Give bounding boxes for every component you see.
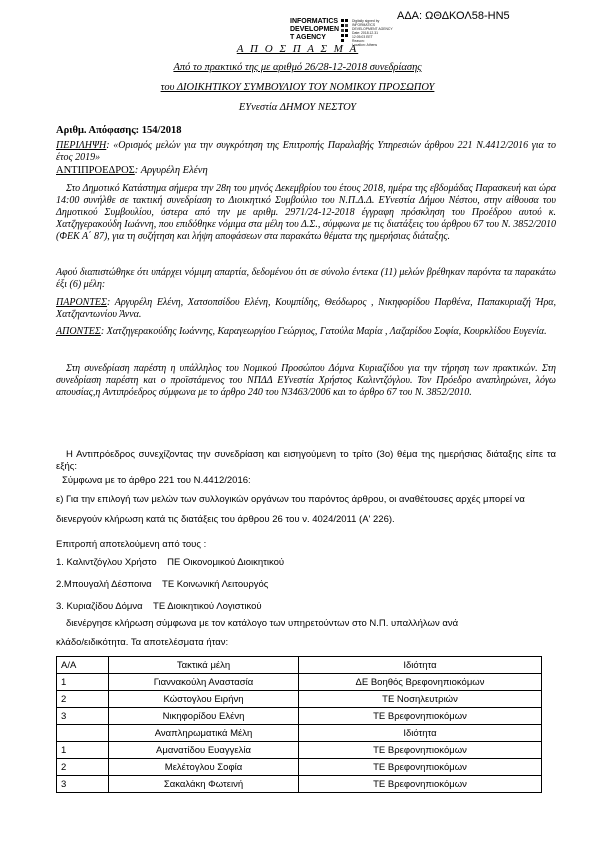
vice-chair-label: ΑΝΤΙΠΡΟΕΔΡΟΣ	[56, 165, 135, 176]
signature-line: Date: 2018.12.31	[352, 31, 379, 35]
signature-line: INFORMATICS	[352, 23, 376, 27]
table-cell: 3	[57, 776, 109, 793]
table-row	[57, 742, 542, 759]
agency-logo-text	[290, 18, 339, 42]
table-cell: Σακαλάκη Φωτεινή	[109, 776, 299, 793]
table-row	[57, 674, 542, 691]
header-cell	[57, 725, 109, 742]
table-cell: ΤΕ Βρεφονηπιοκόμων	[299, 742, 542, 759]
committee-member: 1. Καλιντζόγλου Χρήστο ΠΕ Οικονομικού Διοικητικού	[56, 557, 285, 568]
table-cell: ΤΕ Βρεφονηπιοκόμων	[299, 708, 542, 725]
table-cell: 2	[57, 759, 109, 776]
decision-label: Αριθμ. Απόφασης:	[56, 125, 140, 136]
quorum-paragraph: Αφού διαπιστώθηκε ότι υπάρχει νόμιμη απαρτία, δεδομένου ότι σε σύνολο έντεκα (11) μελών βρέθηκαν παρόντα τα παρακάτω έξι (6) μέλη:	[56, 267, 556, 290]
summary-label: ΠΕΡΙΛΗΨΗ	[56, 140, 107, 151]
document-title: Α Π Ο Σ Π Α Σ Μ Α	[236, 43, 359, 55]
header-cell: Ιδιότητα	[299, 725, 542, 742]
table-row	[57, 759, 542, 776]
law-reference: Σύμφωνα με το άρθρο 221 του Ν.4412/2016:	[62, 475, 251, 486]
committee-member: 2.Μπουγαλή Δέσποινα ΤΕ Κοινωνική Λειτουργός	[56, 579, 269, 590]
header-cell: Αναπληρωματικά Μέλη	[109, 725, 299, 742]
signature-line: 12:05:03 EET	[352, 35, 373, 39]
summary-text: : «Ορισμός μελών για την συγκρότηση της Επιτροπής Παραλαβής Υπηρεσιών άρθρου 221 Ν.4412/2016 για το έτος 2019»	[56, 140, 556, 163]
decision-value: 154/2018	[141, 125, 182, 136]
table-cell: ΤΕ Νοσηλευτριών	[299, 691, 542, 708]
committee-member: 3. Κυριαζίδου Δόμνα ΤΕ Διοικητικού Λογιστικού	[56, 601, 262, 612]
absent-names: : Χατζηγερακούδης Ιωάννης, Καραγεωργίου Γεώργιος, Γατούλα Μαρία , Λαζαρίδου Σοφία, Κουρκλίδου Ευγενία.	[100, 326, 547, 337]
table-cell: ΔΕ Βοηθός Βρεφονηπιοκόμων	[299, 674, 542, 691]
signature-line: DEVELOPMENT AGENCY	[352, 27, 393, 31]
entity-name: ΕΥνεστία ΔΗΜΟΥ ΝΕΣΤΟΥ	[238, 102, 357, 113]
present-members	[56, 297, 556, 321]
board-name: του ΔΙΟΙΚΗΤΙΚΟΥ ΣΥΜΒΟΥΛΙΟΥ ΤΟΥ ΝΟΜΙΚΟΥ ΠΡΟΣΩΠΟΥ	[160, 82, 435, 93]
results-table	[56, 656, 542, 793]
signature-line: Digitally signed by	[352, 19, 380, 23]
table-cell: 2	[57, 691, 109, 708]
table-cell: ΤΕ Βρεφονηπιοκόμων	[299, 776, 542, 793]
table-cell: 3	[57, 708, 109, 725]
present-label: ΠΑΡΟΝΤΕΣ	[56, 297, 107, 308]
table-cell: 1	[57, 742, 109, 759]
table-row	[57, 776, 542, 793]
table-row	[57, 691, 542, 708]
vice-chair-introduction: Η Αντιπρόεδρος συνεχίζοντας την συνεδρίαση και εισηγούμενη το τρίτο (3ο) θέμα της ημερήσιας διάταξης είπε τα εξής:	[56, 449, 556, 472]
summary	[56, 140, 556, 164]
table-cell: Αμανατίδου Ευαγγελία	[109, 742, 299, 759]
logo-line: T AGENCY	[290, 34, 326, 41]
ada-code: ΑΔΑ: ΩΘΔΚΟΛ58-ΗΝ5	[397, 10, 510, 22]
absent-label: ΑΠΟΝΤΕΣ	[56, 326, 101, 337]
lottery-results-intro: κλάδο/ειδικότητα. Τα αποτελέσματα ήταν:	[56, 637, 229, 648]
present-names: : Αργυρέλη Ελένη, Χατσοπσίδου Ελένη, Κουμπίδης, Θεόδωρος , Νικηφορίδου Παρθένα, Παπακυριαζή Ήρα, Χατζηαντωνίου Άννα.	[56, 297, 556, 320]
table-cell: Νικηφορίδου Ελένη	[109, 708, 299, 725]
header-cell: Τακτικά μέλη	[109, 657, 299, 674]
lottery-paragraph: διενέργησε κλήρωση σύμφωνα με τον κατάλογο των υπηρετούντων στο Ν.Π. υπαλλήλων ανά	[66, 618, 459, 629]
table-subheader-row	[57, 725, 542, 742]
table-cell: ΤΕ Βρεφονηπιοκόμων	[299, 759, 542, 776]
header-cell: Α/Α	[57, 657, 109, 674]
meeting-paragraph: Στο Δημοτικό Κατάστημα σήμερα την 28η του μηνός Δεκεμβρίου του έτους 2018, ημέρα της εβδομάδας Παρασκευή και ώρα 14:00 συνήλθε σε τακτική συνεδρίαση το Διοικητικό Συμβούλιο του Ν.Π.Δ.Δ. ΕΥνεστία Δήμου Νέστου, στην αίθουσα του Δημοτικού Συμβουλίου, ύστερα από την με αριθμ. 2971/24-12-2018 έγγραφη πρόσκληση του Προέδρου αυτού κ. Χατζηγερακούδη Ιωάννη, που επιδόθηκε νόμιμα στα μέλη του Δ.Σ., σύμφωνα με τις διατάξεις του άρθρου 67 του Ν. 3852/2010 (ΦΕΚ Α΄ 87), για τη συζήτηση και λήψη αποφάσεων στα παρακάτω θέματα της ημερήσιας διάταξης.	[56, 183, 556, 242]
logo-line: INFORMATICS	[290, 18, 339, 25]
attendance-paragraph: Στη συνεδρίαση παρέστη η υπάλληλος του Νομικού Προσώπου Δόμνα Κυριαζίδου για την τήρηση των πρακτικών. Στη συνεδρίαση παρέστη και ο προϊστάμενος του ΝΠΔΔ ΕΥνεστία Χρήστος Καλιντζόγλου. Τον Πρόεδρο αναπληρώνει, λόγω απουσίας,η Αντιπρόεδρος σύμφωνα με το άρθρο 240 του Ν3463/2006 και το άρθρο 67 του Ν. 3852/2010.	[56, 363, 556, 398]
committee-intro: Επιτροπή αποτελούμενη από τους :	[56, 539, 207, 550]
table-cell: 1	[57, 674, 109, 691]
absent-members	[56, 326, 556, 338]
table-cell: Μελέτογλου Σοφία	[109, 759, 299, 776]
law-excerpt: ε) Για την επιλογή των μελών των συλλογικών οργάνων του παρόντος άρθρου, οι αναθέτουσες αρχές μπορεί να διενεργούν κλήρωση κατά τις διατάξεις του άρθρου 26 του ν. 4024/2011 (Α' 226).	[56, 494, 525, 525]
minutes-reference: Από το πρακτικό της με αριθμό 26/28-12-2018 συνεδρίασης	[173, 62, 422, 73]
signature-line: Location: Athens	[352, 43, 378, 47]
vice-chair-name: : Αργυρέλη Ελένη	[134, 165, 208, 176]
table-header-row	[57, 657, 542, 674]
signature-line: Reason:	[352, 39, 365, 43]
committee-list	[56, 557, 556, 619]
table-cell: Κώστογλου Ειρήνη	[109, 691, 299, 708]
vice-chair	[56, 165, 556, 177]
decision-number	[56, 125, 556, 137]
table-cell: Γιαννακούλη Αναστασία	[109, 674, 299, 691]
logo-line: DEVELOPMEN	[290, 26, 340, 33]
table-row	[57, 708, 542, 725]
header-cell: Ιδιότητα	[299, 657, 542, 674]
